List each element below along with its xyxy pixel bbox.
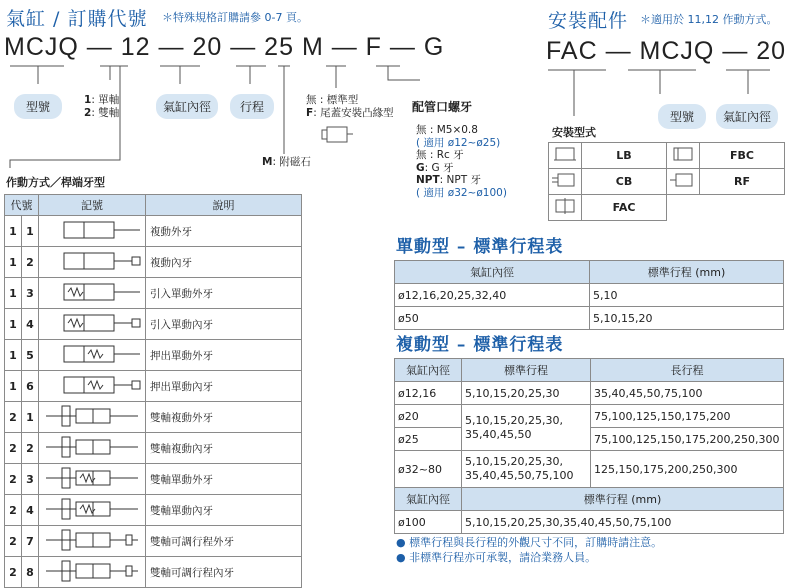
action-code-b: 4 bbox=[22, 495, 39, 526]
action-desc: 押出單動外牙 bbox=[146, 340, 302, 371]
action-symbol bbox=[39, 464, 146, 495]
action-symbol bbox=[39, 371, 146, 402]
action-code-a: 2 bbox=[5, 526, 22, 557]
acc-code-type: FAC bbox=[546, 37, 598, 65]
mount-fac: FAC bbox=[582, 195, 667, 221]
single-bore: ø50 bbox=[395, 307, 590, 330]
mount-cb: CB bbox=[582, 169, 667, 195]
cb-mount-icon bbox=[550, 170, 580, 190]
double-bore: ø32~80 bbox=[395, 451, 462, 488]
action-code-a: 2 bbox=[5, 433, 22, 464]
action-symbol-icon bbox=[40, 528, 144, 552]
action-symbol-icon bbox=[40, 342, 144, 366]
action-symbol-icon bbox=[40, 218, 144, 242]
code-dash: — bbox=[389, 33, 416, 61]
action-symbol bbox=[39, 278, 146, 309]
thread-g-key: G bbox=[416, 161, 425, 174]
action-code-b: 1 bbox=[22, 402, 39, 433]
action-symbol-icon bbox=[40, 249, 144, 273]
action-row bbox=[5, 216, 302, 247]
code-dash: — bbox=[331, 33, 358, 61]
action-code-a: 1 bbox=[5, 278, 22, 309]
double-bore: ø25 bbox=[395, 428, 462, 451]
acc-code-dash: — bbox=[605, 37, 632, 65]
double-bore: ø20 bbox=[395, 405, 462, 428]
pill-stroke: 行程 bbox=[230, 94, 274, 119]
double-long: 35,40,45,50,75,100 bbox=[591, 382, 784, 405]
double-stroke-table bbox=[394, 358, 784, 534]
action-code-b: 4 bbox=[22, 309, 39, 340]
double-subheader-bore: 氣缸內徑 bbox=[395, 488, 462, 511]
action-code-a: 2 bbox=[5, 557, 22, 588]
double-stroke: 5,10,15,20,25,30, 35,40,45,50,75,100 bbox=[462, 451, 591, 488]
code-magnet: M bbox=[301, 33, 324, 61]
action-desc: 引入單動外牙 bbox=[146, 278, 302, 309]
ordering-code-title: 氣缸 / 訂購代號 bbox=[6, 8, 148, 30]
code-stroke: 25 bbox=[264, 33, 294, 61]
action-desc: 複動內牙 bbox=[146, 247, 302, 278]
action-desc: 雙軸複動外牙 bbox=[146, 402, 302, 433]
code-bore: 20 bbox=[192, 33, 223, 61]
mount-rf: RF bbox=[700, 169, 785, 195]
rf-mount-icon bbox=[668, 170, 698, 190]
double-long: 75,100,125,150,175,200 bbox=[591, 405, 784, 428]
action-row bbox=[5, 278, 302, 309]
acc-code-bore: 20 bbox=[756, 37, 787, 65]
action-symbol bbox=[39, 340, 146, 371]
fbc-mount-icon bbox=[668, 144, 698, 164]
action-table-caption: 作動方式／桿端牙型 bbox=[6, 176, 105, 189]
action-code-a: 2 bbox=[5, 464, 22, 495]
acc-code-dash: — bbox=[722, 37, 749, 65]
accessory-title: 安裝配件 bbox=[548, 10, 629, 32]
pill-bore: 氣缸內徑 bbox=[156, 94, 218, 119]
col-header-desc: 說明 bbox=[146, 195, 302, 216]
action-symbol bbox=[39, 309, 146, 340]
action-symbol-icon bbox=[40, 435, 144, 459]
double-stroke: 5,10,15,20,25,30 bbox=[462, 382, 591, 405]
double-stroke: 5,10,15,20,25,30, 35,40,45,50 bbox=[462, 405, 591, 451]
thread-rc: 無 : Rc 牙 bbox=[416, 149, 464, 161]
rod-opt-val: : 雙軸 bbox=[91, 107, 120, 119]
fac-mount-icon bbox=[550, 196, 580, 216]
magnet-key: M bbox=[262, 156, 273, 168]
code-mount: F bbox=[365, 33, 382, 61]
rod-opt-key: 2 bbox=[84, 107, 92, 119]
mount-val: : 尾蓋安裝凸緣型 bbox=[313, 107, 394, 119]
action-code-b: 5 bbox=[22, 340, 39, 371]
double-bore: ø12,16 bbox=[395, 382, 462, 405]
action-symbol-icon bbox=[40, 404, 144, 428]
lb-mount-icon bbox=[550, 144, 580, 164]
action-code-b: 6 bbox=[22, 371, 39, 402]
action-table bbox=[4, 194, 302, 588]
magnet-val: : 附磁石 bbox=[272, 156, 311, 168]
action-row bbox=[5, 495, 302, 526]
action-code-b: 3 bbox=[22, 278, 39, 309]
action-desc: 雙軸可調行程內牙 bbox=[146, 557, 302, 588]
action-code-b: 7 bbox=[22, 526, 39, 557]
thread-m5: 無 : M5×0.8 bbox=[416, 124, 478, 136]
action-symbol-icon bbox=[40, 280, 144, 304]
double-header-bore: 氣缸內徑 bbox=[395, 359, 462, 382]
action-code-a: 1 bbox=[5, 309, 22, 340]
mount-key: F bbox=[306, 107, 314, 119]
action-symbol bbox=[39, 557, 146, 588]
single-stroke: 5,10,15,20 bbox=[590, 307, 784, 330]
action-row bbox=[5, 247, 302, 278]
double-long: 125,150,175,200,250,300 bbox=[591, 451, 784, 488]
mount-type-caption: 安裝型式 bbox=[552, 126, 596, 139]
code-dash: — bbox=[158, 33, 185, 61]
double-header-stroke: 標準行程 bbox=[462, 359, 591, 382]
action-row bbox=[5, 371, 302, 402]
action-code-a: 1 bbox=[5, 371, 22, 402]
mount-lb: LB bbox=[582, 143, 667, 169]
thread-g-val: : G 牙 bbox=[424, 161, 454, 174]
rod-opt-val: : 單軸 bbox=[91, 94, 120, 106]
action-code-a: 1 bbox=[5, 247, 22, 278]
col-header-symbol: 記號 bbox=[39, 195, 146, 216]
special-spec-note: ＊特殊規格訂購請參 0-7 頁。 bbox=[162, 11, 308, 24]
action-row bbox=[5, 402, 302, 433]
mount-standard: 無 : 標準型 bbox=[306, 94, 359, 106]
action-symbol bbox=[39, 247, 146, 278]
single-stroke-title: 單動型 – 標準行程表 bbox=[396, 237, 564, 257]
mount-type-table bbox=[548, 142, 785, 221]
code-series: MCJQ bbox=[4, 33, 79, 61]
code-dash: — bbox=[230, 33, 257, 61]
double-stroke-title: 複動型 – 標準行程表 bbox=[396, 335, 564, 355]
double-bore: ø100 bbox=[395, 511, 462, 534]
action-row bbox=[5, 464, 302, 495]
action-desc: 雙軸單動內牙 bbox=[146, 495, 302, 526]
action-code-a: 2 bbox=[5, 495, 22, 526]
acc-code-model: MCJQ bbox=[639, 37, 715, 65]
thread-range-large: ( 適用 ø32~ø100) bbox=[416, 186, 507, 199]
action-code-a: 1 bbox=[5, 216, 22, 247]
accessory-note: ＊適用於 11,12 作動方式。 bbox=[640, 13, 778, 26]
action-symbol-icon bbox=[40, 497, 144, 521]
action-row bbox=[5, 433, 302, 464]
acc-pill-model: 型號 bbox=[658, 104, 706, 129]
single-header-stroke: 標準行程 (mm) bbox=[590, 261, 784, 284]
note-bullet: ● 非標準行程亦可承製，請洽業務人員。 bbox=[396, 551, 597, 564]
single-stroke-table bbox=[394, 260, 784, 330]
action-code-a: 1 bbox=[5, 340, 22, 371]
thread-npt-val: : NPT 牙 bbox=[439, 174, 481, 186]
action-row bbox=[5, 340, 302, 371]
action-code-b: 8 bbox=[22, 557, 39, 588]
mount-fbc: FBC bbox=[700, 143, 785, 169]
magnet-option bbox=[262, 156, 311, 169]
rod-opt-key: 1 bbox=[84, 94, 92, 106]
action-desc: 引入單動內牙 bbox=[146, 309, 302, 340]
action-desc: 雙軸單動外牙 bbox=[146, 464, 302, 495]
action-code-b: 3 bbox=[22, 464, 39, 495]
single-stroke: 5,10 bbox=[590, 284, 784, 307]
action-symbol-icon bbox=[40, 311, 144, 335]
thread-npt-key: NPT bbox=[416, 174, 440, 186]
action-symbol-icon bbox=[40, 373, 144, 397]
flange-mount-icon bbox=[318, 124, 354, 146]
col-header-code: 代號 bbox=[5, 195, 39, 216]
action-desc: 押出單動內牙 bbox=[146, 371, 302, 402]
pill-model: 型號 bbox=[14, 94, 62, 119]
action-desc: 複動外牙 bbox=[146, 216, 302, 247]
single-header-bore: 氣缸內徑 bbox=[395, 261, 590, 284]
action-symbol bbox=[39, 433, 146, 464]
code-rod: 12 bbox=[120, 33, 151, 61]
action-desc: 雙軸複動內牙 bbox=[146, 433, 302, 464]
note-bullet: ● 標準行程與長行程的外觀尺寸不同，訂購時請注意。 bbox=[396, 536, 663, 549]
action-code-b: 2 bbox=[22, 247, 39, 278]
double-stroke: 5,10,15,20,25,30,35,40,45,50,75,100 bbox=[462, 511, 784, 534]
action-row bbox=[5, 309, 302, 340]
rod-options bbox=[84, 94, 119, 120]
double-long: 75,100,125,150,175,200,250,300 bbox=[591, 428, 784, 451]
code-thread: G bbox=[423, 33, 445, 61]
action-code-b: 1 bbox=[22, 216, 39, 247]
action-symbol-icon bbox=[40, 466, 144, 490]
single-bore: ø12,16,20,25,32,40 bbox=[395, 284, 590, 307]
code-dash: — bbox=[86, 33, 113, 61]
thread-options bbox=[416, 124, 507, 199]
action-code-a: 2 bbox=[5, 402, 22, 433]
acc-pill-bore: 氣缸內徑 bbox=[716, 104, 778, 129]
double-header-long: 長行程 bbox=[591, 359, 784, 382]
mount-options bbox=[306, 94, 394, 120]
thread-range-small: ( 適用 ø12~ø25) bbox=[416, 136, 501, 149]
action-symbol bbox=[39, 495, 146, 526]
action-symbol bbox=[39, 216, 146, 247]
action-row bbox=[5, 526, 302, 557]
action-symbol bbox=[39, 526, 146, 557]
double-subheader-stroke: 標準行程 (mm) bbox=[462, 488, 784, 511]
action-row bbox=[5, 557, 302, 588]
action-symbol bbox=[39, 402, 146, 433]
action-code-b: 2 bbox=[22, 433, 39, 464]
pill-thread: 配管口螺牙 bbox=[412, 94, 486, 119]
action-desc: 雙軸可調行程外牙 bbox=[146, 526, 302, 557]
leader-lines bbox=[0, 0, 420, 180]
